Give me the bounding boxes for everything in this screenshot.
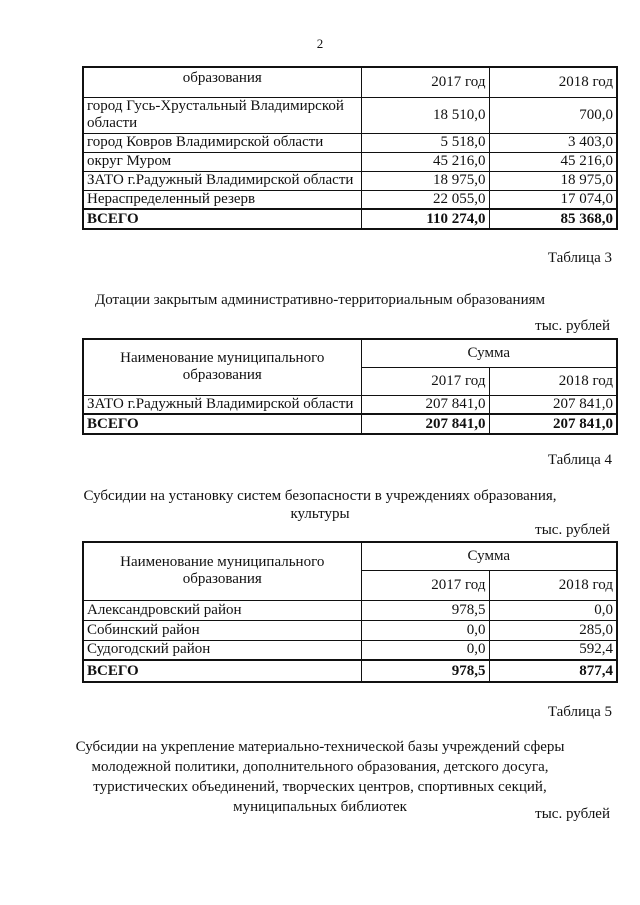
table-5-title-line3: туристических объединений, творческих центров, спортивных секций, bbox=[93, 779, 547, 795]
table-3-title: Дотации закрытым административно-территориальным образованиям bbox=[94, 292, 545, 308]
header-year-2018: 2018 год bbox=[489, 570, 617, 600]
total-value-2017: 978,5 bbox=[361, 660, 489, 682]
table-header-row bbox=[83, 542, 617, 570]
table-4-title-line1: Субсидии на установку систем безопасности в учреждениях образования, bbox=[83, 488, 557, 504]
header-year-2017: 2017 год bbox=[361, 367, 489, 395]
row-value-2018: 18 975,0 bbox=[489, 171, 617, 190]
total-value-2018: 877,4 bbox=[489, 660, 617, 682]
table-3 bbox=[82, 338, 618, 435]
table-total-row bbox=[83, 209, 617, 229]
table-row bbox=[83, 395, 617, 414]
table-header-row bbox=[83, 67, 617, 97]
row-name: Александровский район bbox=[83, 600, 361, 620]
header-sum: Сумма bbox=[361, 339, 617, 367]
table-5-label: Таблица 5 bbox=[547, 704, 612, 720]
header-name: Наименование муниципального образования bbox=[83, 542, 361, 600]
header-year-2017: 2017 год bbox=[361, 570, 489, 600]
table-5-title-line1: Субсидии на укрепление материально-технической базы учреждений сферы bbox=[75, 739, 565, 755]
row-name: город Гусь-Хрустальный Владимирской области bbox=[83, 97, 361, 133]
row-value-2018: 17 074,0 bbox=[489, 190, 617, 209]
row-name: ЗАТО г.Радужный Владимирской области bbox=[83, 395, 361, 414]
total-label: ВСЕГО bbox=[83, 414, 361, 434]
table-header-row bbox=[83, 339, 617, 367]
header-name: Наименование муниципального образования bbox=[83, 339, 361, 395]
row-value-2018: 285,0 bbox=[489, 620, 617, 640]
total-value-2017: 207 841,0 bbox=[361, 414, 489, 434]
page-number: 2 bbox=[316, 36, 324, 51]
row-value-2017: 18 510,0 bbox=[361, 97, 489, 133]
row-value-2017: 207 841,0 bbox=[361, 395, 489, 414]
row-name: округ Муром bbox=[83, 152, 361, 171]
table-row bbox=[83, 171, 617, 190]
row-name: ЗАТО г.Радужный Владимирской области bbox=[83, 171, 361, 190]
table-4 bbox=[82, 541, 618, 683]
total-value-2018: 207 841,0 bbox=[489, 414, 617, 434]
row-value-2017: 978,5 bbox=[361, 600, 489, 620]
row-name: Судогодский район bbox=[83, 640, 361, 660]
total-value-2018: 85 368,0 bbox=[489, 209, 617, 229]
table-row bbox=[83, 133, 617, 152]
row-value-2017: 0,0 bbox=[361, 640, 489, 660]
total-label: ВСЕГО bbox=[83, 660, 361, 682]
table-3-label: Таблица 3 bbox=[547, 250, 612, 266]
row-name: Нераспределенный резерв bbox=[83, 190, 361, 209]
row-value-2017: 45 216,0 bbox=[361, 152, 489, 171]
row-value-2017: 0,0 bbox=[361, 620, 489, 640]
row-value-2018: 592,4 bbox=[489, 640, 617, 660]
header-sum: Сумма bbox=[361, 542, 617, 570]
table-2 bbox=[82, 66, 618, 230]
row-value-2017: 5 518,0 bbox=[361, 133, 489, 152]
table-4-title-line2: культуры bbox=[290, 506, 350, 522]
total-value-2017: 110 274,0 bbox=[361, 209, 489, 229]
total-label: ВСЕГО bbox=[83, 209, 361, 229]
table-total-row bbox=[83, 414, 617, 434]
table-row bbox=[83, 620, 617, 640]
table-row bbox=[83, 600, 617, 620]
table-row bbox=[83, 190, 617, 209]
row-value-2018: 0,0 bbox=[489, 600, 617, 620]
row-value-2018: 45 216,0 bbox=[489, 152, 617, 171]
row-value-2018: 700,0 bbox=[489, 97, 617, 133]
table-4-label: Таблица 4 bbox=[547, 452, 612, 468]
table-5-units: тыс. рублей bbox=[535, 806, 610, 822]
row-value-2017: 22 055,0 bbox=[361, 190, 489, 209]
header-year-2018: 2018 год bbox=[489, 67, 617, 97]
table-row bbox=[83, 152, 617, 171]
row-name: Собинский район bbox=[83, 620, 361, 640]
header-year-2018: 2018 год bbox=[489, 367, 617, 395]
row-value-2017: 18 975,0 bbox=[361, 171, 489, 190]
table-4-units: тыс. рублей bbox=[535, 522, 610, 538]
header-year-2017: 2017 год bbox=[361, 67, 489, 97]
table-5-title-line4: муниципальных библиотек bbox=[233, 799, 407, 815]
table-row bbox=[83, 97, 617, 133]
row-value-2018: 207 841,0 bbox=[489, 395, 617, 414]
header-name: образования bbox=[83, 67, 361, 97]
table-total-row bbox=[83, 660, 617, 682]
row-value-2018: 3 403,0 bbox=[489, 133, 617, 152]
row-name: город Ковров Владимирской области bbox=[83, 133, 361, 152]
table-row bbox=[83, 640, 617, 660]
table-3-units: тыс. рублей bbox=[535, 318, 610, 334]
table-5-title-line2: молодежной политики, дополнительного образования, детского досуга, bbox=[91, 759, 549, 775]
